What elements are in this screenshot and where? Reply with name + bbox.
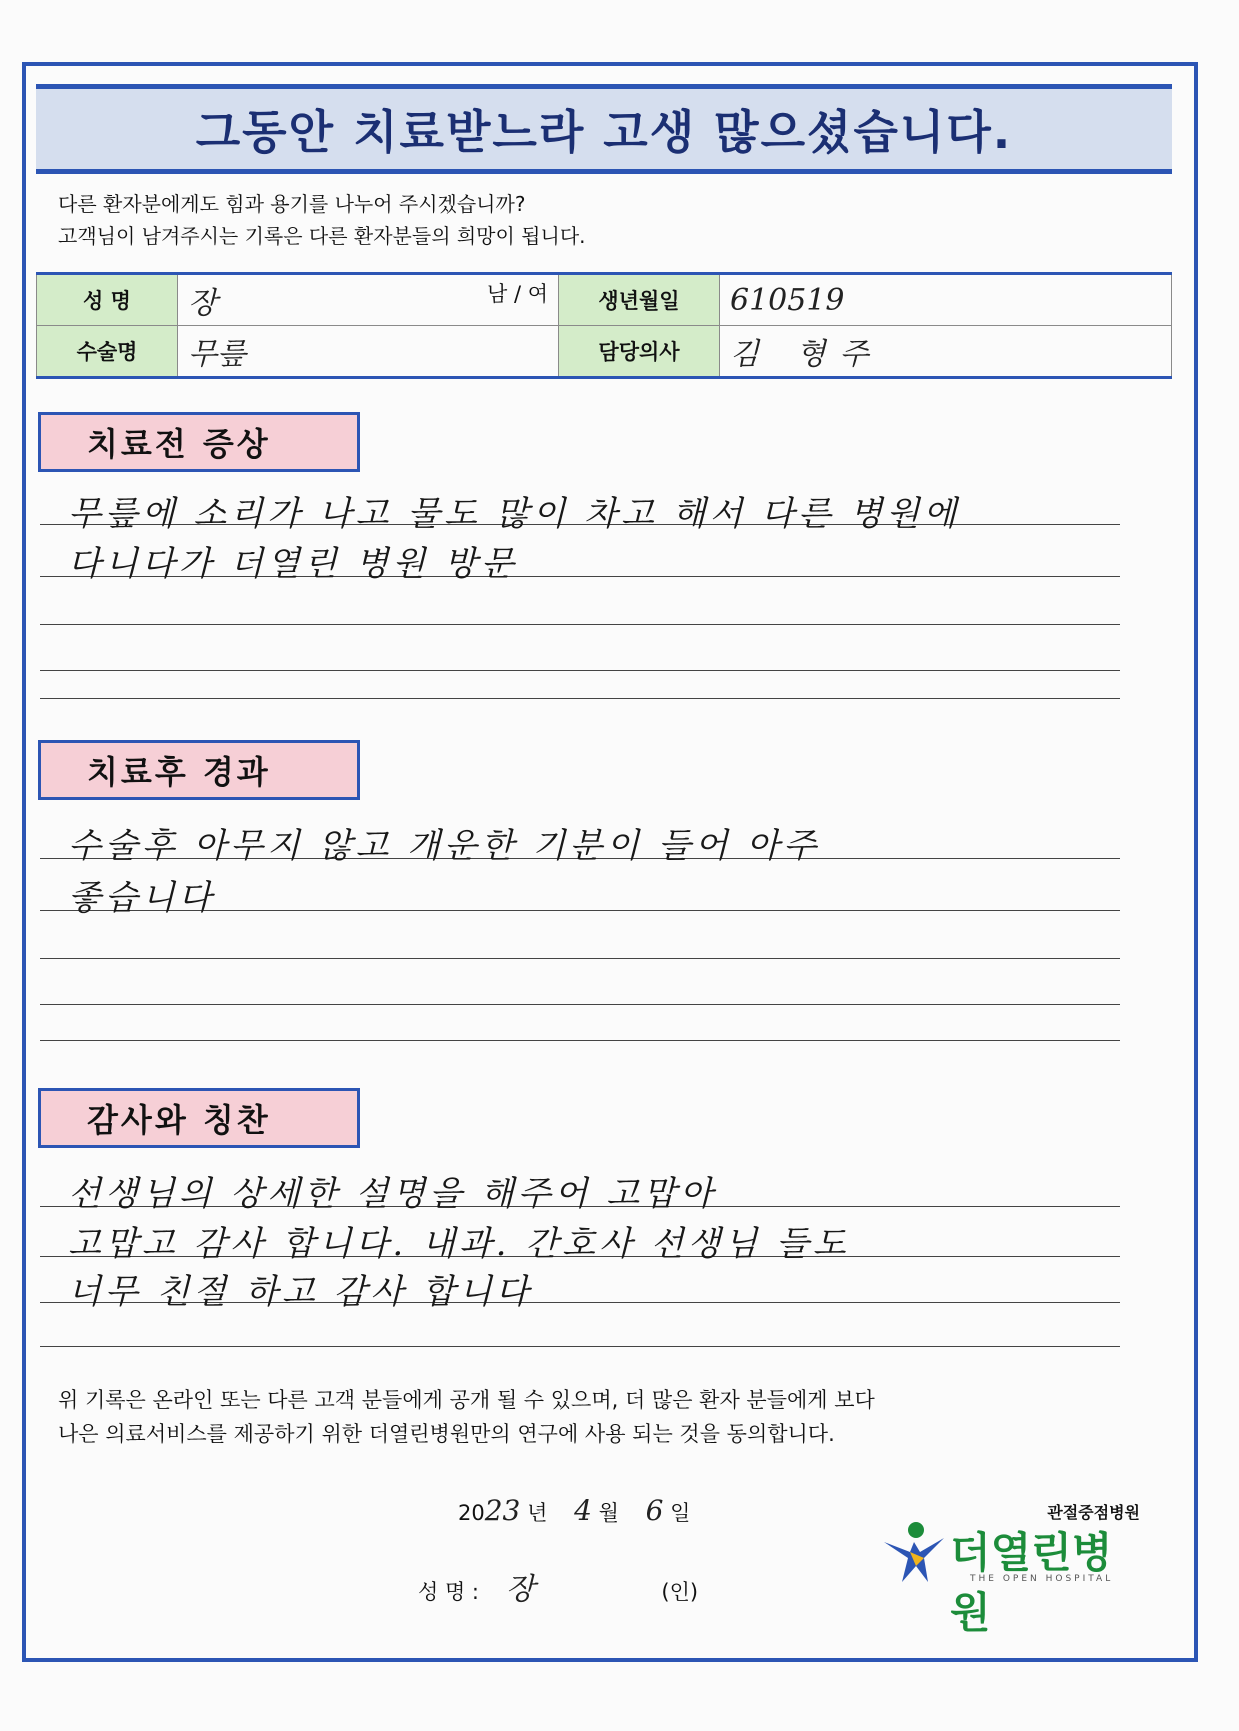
thanks-lines[interactable]	[40, 1160, 1120, 1360]
logo-name: 더열린병원	[950, 1528, 1113, 1637]
date-month-unit: 월	[598, 1501, 619, 1525]
thanks-line-1: 선생님의 상세한 설명을 해주어 고맙아	[68, 1174, 717, 1214]
date-month: 4	[574, 1494, 592, 1527]
thanks-line-2: 고맙고 감사 합니다. 내과. 간호사 선생님 들도	[68, 1224, 850, 1264]
thanks-heading: 감사와 칭찬	[38, 1088, 360, 1148]
name-value: 장	[188, 286, 217, 321]
after-line-1: 수술후 아무지 않고 개운한 기분이 들어 아주	[68, 826, 821, 866]
before-line-1: 무릎에 소리가 나고 물도 많이 차고 해서 다른 병원에	[68, 494, 961, 534]
person-figure-icon	[880, 1520, 948, 1586]
seal-mark: (인)	[661, 1580, 699, 1604]
logo-subtitle: 관절중점병원	[1047, 1503, 1140, 1522]
surgery-value: 무릎	[188, 337, 246, 372]
consent-line-2: 나은 의료서비스를 제공하기 위한 더열린병원만의 연구에 사용 되는 것을 동의합니다.	[58, 1422, 835, 1446]
date-prefix: 20	[458, 1501, 485, 1525]
date-year-unit: 년	[527, 1501, 548, 1525]
before-treatment-lines[interactable]	[40, 480, 1120, 700]
after-treatment-lines[interactable]	[40, 812, 1120, 1042]
surgery-label: 수술명	[37, 326, 178, 378]
signature-value: 장	[505, 1572, 535, 1607]
thanks-line-3: 너무 친절 하고 감사 합니다	[68, 1272, 533, 1312]
doctor-label: 담당의사	[559, 326, 720, 378]
before-treatment-heading: 치료전 증상	[38, 412, 360, 472]
gender-options: 남 / 여	[487, 282, 548, 306]
signature-field[interactable]	[418, 1564, 698, 1608]
date-day: 6	[645, 1494, 664, 1527]
birth-field[interactable]	[720, 274, 1172, 326]
after-treatment-heading: 치료후 경과	[38, 740, 360, 800]
consent-line-1: 위 기록은 온라인 또는 다른 고객 분들에게 공개 될 수 있으며, 더 많은 환자 분들에게 보다	[58, 1388, 875, 1412]
date-year: 23	[484, 1494, 521, 1527]
after-line-2: 좋습니다	[68, 878, 216, 918]
date-field[interactable]	[458, 1494, 690, 1527]
signature-label: 성 명 :	[418, 1580, 479, 1604]
title-banner	[36, 84, 1172, 174]
form-title: 그동안 치료받느라 고생 많으셨습니다.	[195, 105, 1013, 159]
name-label: 성 명	[37, 274, 178, 326]
name-field[interactable]	[178, 274, 559, 326]
logo-english: THE OPEN HOSPITAL	[970, 1574, 1114, 1584]
intro-line-1: 다른 환자분에게도 힘과 용기를 나누어 주시겠습니까?	[58, 192, 526, 216]
doctor-field[interactable]	[720, 326, 1172, 378]
intro-line-2: 고객님이 남겨주시는 기록은 다른 환자분들의 희망이 됩니다.	[58, 224, 586, 248]
birth-label: 생년월일	[559, 274, 720, 326]
birth-value: 610519	[730, 282, 845, 318]
surgery-field[interactable]	[178, 326, 559, 378]
before-line-2: 다니다가 더열린 병원 방문	[68, 544, 518, 584]
date-day-unit: 일	[670, 1501, 691, 1525]
patient-info-table	[36, 272, 1172, 379]
doctor-value: 김 형주	[730, 337, 883, 372]
hospital-logo	[880, 1500, 1140, 1637]
